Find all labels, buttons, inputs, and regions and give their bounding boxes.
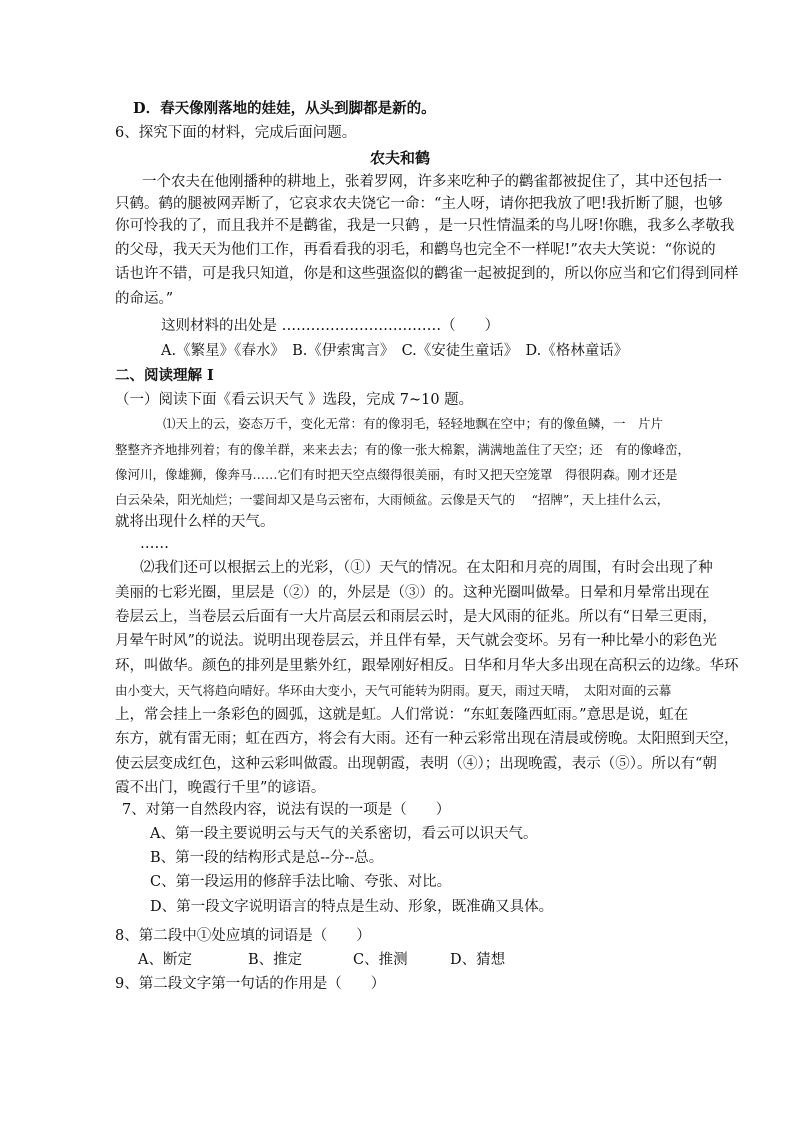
para1-line: ⑴天上的云，姿态万千，变化无常：有的像羽毛，轻轻地飘在空中；有的像鱼鳞，一 片片 <box>163 416 664 431</box>
para2-line: 卷层云上，当卷层云后面有一大片高层云和雨层云时，是大风雨的征兆。所以有“日晕三更雨， <box>115 609 717 625</box>
q9-stem: 9、第二段文字第一句话的作用是（ ） <box>115 976 386 992</box>
para2-line: 东方，就有雷无雨；虹在西方，将会有大雨。还有一种云彩常出现在清晨或傍晚。太阳照到天空， <box>115 731 739 747</box>
section-heading: 二、阅读理解 Ⅰ <box>115 367 214 384</box>
para1-line: 整整齐齐地排列着；有的像羊群，来来去去；有的像一张大棉絮，满满地盖住了天空；还 有的像峰峦， <box>115 442 691 457</box>
story-line: 你可怜我的了，而且我并不是鹳雀，我是一只鹤 ，是一只性情温柔的鸟儿呀!你瞧，我多么孝敬我 <box>115 218 735 234</box>
para2-line: 环，叫做华。颜色的排列是里紫外红，跟晕刚好相反。日华和月华大多出现在高积云的边缘。华环 <box>115 658 739 674</box>
q5-option-d: D．春天像刚落地的娃娃，从头到脚都是新的。 <box>133 100 436 117</box>
story-line: 一个农夫在他刚播种的耕地上，张着罗网，许多来吃种子的鹳雀都被捉住了，其中还包括一 <box>142 174 722 190</box>
q6-options: A.《繁星》《春水》 B.《伊索寓言》 C.《安徒生童话》 D.《格林童话》 <box>161 343 629 359</box>
para2-line: 上，常会挂上一条彩色的圆弧，这就是虹。人们常说：“东虹轰隆西虹雨。”意思是说，虹在 <box>115 707 689 723</box>
q6-question: 这则材料的出处是 ……………………………（ ） <box>161 318 500 334</box>
q6-prompt: 6、探究下面的材料，完成后面问题。 <box>115 125 357 141</box>
para1-line: 像河川，像雄狮，像奔马……它们有时把天空点缀得很美丽，有时又把天空笼罩 得很阴森。刚才还是 <box>115 467 678 482</box>
para1-line: 白云朵朵，阳光灿烂；一霎间却又是乌云密布，大雨倾盆。云像是天气的 “招牌”，天上挂什么云， <box>115 492 670 507</box>
story-line: 的父母，我天天为他们工作，再看看我的羽毛，和鹳鸟也完全不一样呢!”农夫大笑说：“你说的 <box>115 242 716 258</box>
q7-option-a: A、第一段主要说明云与天气的关系密切，看云可以识天气。 <box>150 826 538 842</box>
story-title: 农夫和鹤 <box>370 149 431 167</box>
q8-option-c: C、推测 <box>353 952 408 968</box>
part-intro: （一）阅读下面《看云识天气 》选段，完成 7~10 题。 <box>115 392 474 408</box>
para2-line: 由小变大，天气将趋向晴好。华环由大变小，天气可能转为阴雨。夏天，雨过天晴， 太阳对面的云幕 <box>115 683 672 698</box>
q7-option-b: B、第一段的结构形式是总--分--总。 <box>150 850 384 866</box>
story-line: 只鹤。鹤的腿被网弄断了，它哀求农夫饶它一命：“主人呀，请你把我放了吧!我折断了腿，也够 <box>115 196 723 212</box>
story-line: 的命运。” <box>115 291 174 307</box>
para2-line: 霞不出门，晚霞行千里”的谚语。 <box>115 780 326 796</box>
para2-line: 美丽的七彩光圈，里层是（②）的，外层是（③）的。这种光圈叫做晕。日晕和月晕常出现在 <box>115 585 710 601</box>
para2-line: ⑵我们还可以根据云上的光彩，（①）天气的情况。在太阳和月亮的周围，有时会出现了种 <box>140 560 713 576</box>
ellipsis: …… <box>140 536 169 552</box>
q8-option-b: B、推定 <box>248 952 303 968</box>
q8-option-d: D、猜想 <box>450 952 506 968</box>
story-line: 话也许不错，可是我只知道，你是和这些强盗似的鹳雀一起被捉到的，所以你应当和它们得到同样 <box>115 266 739 282</box>
para1-line: 就将出现什么样的天气。 <box>115 514 275 530</box>
q7-stem: 7、对第一自然段内容，说法有误的一项是（ ） <box>122 802 451 818</box>
q7-option-d: D、第一段文字说明语言的特点是生动、形象，既准确又具体。 <box>150 899 554 915</box>
para2-line: 月晕午时风”的说法。说明出现卷层云，并且伴有晕，天气就会变坏。另有一种比晕小的彩色光 <box>115 633 717 649</box>
para2-line: 使云层变成红色，这种云彩叫做霞。出现朝霞，表明（④）；出现晚霞，表示（⑤）。所以有“朝 <box>115 756 717 772</box>
q8-option-a: A、断定 <box>138 952 192 968</box>
q7-option-c: C、第一段运用的修辞手法比喻、夸张、对比。 <box>150 874 452 890</box>
q8-stem: 8、第二段中①处应填的词语是（ ） <box>115 928 371 944</box>
